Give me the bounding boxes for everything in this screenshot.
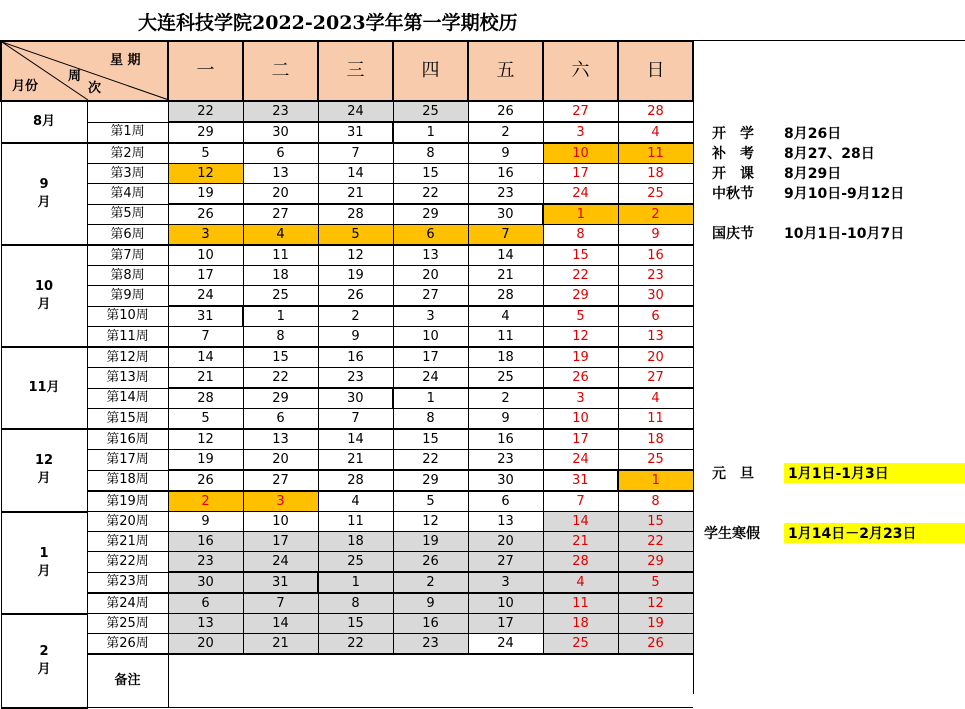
day-cell: 26	[543, 368, 618, 389]
day-cell: 29	[393, 470, 468, 491]
calendar-row	[1, 572, 693, 593]
month-label: 10 月	[1, 245, 87, 347]
day-cell: 24	[168, 286, 243, 307]
week-label: 第17周	[87, 450, 168, 471]
calendar-row	[1, 101, 693, 122]
day-cell: 14	[318, 429, 393, 450]
month-label: 1 月	[1, 512, 87, 614]
day-cell: 17	[168, 266, 243, 286]
day-cell: 4	[243, 225, 318, 246]
day-cell: 8	[393, 409, 468, 430]
day-cell: 23	[468, 184, 543, 205]
calendar-row	[1, 470, 693, 491]
day-cell: 16	[393, 614, 468, 634]
note-label: 中秋节	[712, 186, 754, 202]
day-cell: 12	[168, 164, 243, 184]
day-header-tue: 二	[243, 41, 318, 101]
calendar-row	[1, 164, 693, 184]
day-cell: 30	[618, 286, 693, 307]
day-cell: 25	[468, 368, 543, 389]
day-cell: 17	[468, 614, 543, 634]
day-cell: 9	[468, 409, 543, 430]
calendar-row	[1, 225, 693, 246]
note-label: 开 学	[712, 126, 754, 142]
day-cell: 5	[543, 306, 618, 327]
day-cell: 20	[168, 634, 243, 655]
day-cell: 2	[393, 572, 468, 593]
day-header-sun: 日	[618, 41, 693, 101]
day-cell: 17	[393, 347, 468, 368]
week-label: 第20周	[87, 512, 168, 532]
note-value: 1月1日-1月3日	[784, 463, 965, 483]
day-cell: 14	[243, 614, 318, 634]
week-label: 第11周	[87, 327, 168, 348]
day-cell: 4	[318, 491, 393, 512]
month-label: 8月	[1, 101, 87, 143]
day-cell: 26	[468, 101, 543, 122]
day-cell: 27	[243, 470, 318, 491]
note-value: 9月10日-9月12日	[784, 186, 905, 202]
day-cell: 20	[393, 266, 468, 286]
week-label: 第23周	[87, 572, 168, 593]
day-cell: 10	[168, 245, 243, 266]
day-cell: 22	[168, 101, 243, 122]
calendar-row	[1, 204, 693, 225]
day-cell: 18	[543, 614, 618, 634]
day-cell: 7	[318, 143, 393, 164]
calendar-row	[1, 614, 693, 634]
day-cell: 6	[618, 306, 693, 327]
day-cell: 26	[393, 552, 468, 573]
day-cell: 3	[243, 491, 318, 512]
day-cell: 12	[168, 429, 243, 450]
day-cell: 27	[468, 552, 543, 573]
day-cell: 3	[543, 388, 618, 409]
day-cell: 22	[393, 450, 468, 471]
day-cell: 25	[618, 184, 693, 205]
day-cell: 2	[468, 122, 543, 143]
calendar-row	[1, 368, 693, 389]
day-cell: 6	[243, 409, 318, 430]
note-item	[712, 123, 841, 143]
day-cell: 11	[618, 409, 693, 430]
day-cell: 29	[243, 388, 318, 409]
calendar-row	[1, 286, 693, 307]
day-cell: 10	[243, 512, 318, 532]
day-cell: 28	[168, 388, 243, 409]
day-cell: 1	[393, 388, 468, 409]
day-cell: 28	[618, 101, 693, 122]
week-label	[87, 101, 168, 122]
day-cell: 5	[393, 491, 468, 512]
day-cell: 17	[243, 532, 318, 552]
day-cell: 19	[168, 184, 243, 205]
day-cell: 24	[318, 101, 393, 122]
day-cell: 10	[543, 409, 618, 430]
day-cell: 1	[618, 470, 693, 491]
day-cell: 7	[318, 409, 393, 430]
day-cell: 3	[468, 572, 543, 593]
day-cell: 16	[468, 429, 543, 450]
note-item	[712, 463, 965, 483]
corner-ci-label: 次	[88, 81, 102, 96]
day-cell: 12	[618, 593, 693, 614]
day-cell: 15	[393, 429, 468, 450]
week-label: 第19周	[87, 491, 168, 512]
note-label: 学生寒假	[704, 526, 760, 542]
day-cell: 4	[468, 306, 543, 327]
day-cell: 12	[393, 512, 468, 532]
day-cell: 13	[243, 429, 318, 450]
day-cell: 19	[393, 532, 468, 552]
week-label: 第15周	[87, 409, 168, 430]
day-cell: 19	[168, 450, 243, 471]
day-cell: 23	[243, 101, 318, 122]
day-cell: 6	[243, 143, 318, 164]
day-cell: 31	[168, 306, 243, 327]
month-label: 2 月	[1, 614, 87, 708]
calendar-row	[1, 245, 693, 266]
day-cell: 30	[243, 122, 318, 143]
corner-week-label: 周	[68, 69, 82, 84]
day-cell: 29	[543, 286, 618, 307]
day-cell: 4	[618, 388, 693, 409]
day-cell: 4	[543, 572, 618, 593]
day-cell: 23	[468, 450, 543, 471]
day-cell: 7	[468, 225, 543, 246]
day-cell: 22	[393, 184, 468, 205]
day-cell: 1	[243, 306, 318, 327]
day-cell: 13	[468, 512, 543, 532]
calendar-row	[1, 634, 693, 655]
day-header-wed: 三	[318, 41, 393, 101]
day-cell: 8	[318, 593, 393, 614]
day-cell: 23	[168, 552, 243, 573]
day-cell: 29	[618, 552, 693, 573]
week-label: 第24周	[87, 593, 168, 614]
day-cell: 30	[168, 572, 243, 593]
week-label: 第3周	[87, 164, 168, 184]
day-cell: 19	[543, 347, 618, 368]
calendar-row	[1, 512, 693, 532]
day-cell: 18	[618, 429, 693, 450]
day-cell: 25	[618, 450, 693, 471]
day-cell: 6	[168, 593, 243, 614]
day-cell: 13	[393, 245, 468, 266]
note-item	[712, 163, 841, 183]
week-label: 第12周	[87, 347, 168, 368]
day-cell: 11	[318, 512, 393, 532]
day-cell: 25	[243, 286, 318, 307]
day-cell: 30	[318, 388, 393, 409]
day-cell: 4	[618, 122, 693, 143]
day-cell: 31	[243, 572, 318, 593]
day-cell: 28	[318, 470, 393, 491]
day-cell: 16	[168, 532, 243, 552]
day-cell: 31	[318, 122, 393, 143]
day-cell: 30	[468, 470, 543, 491]
day-cell: 3	[168, 225, 243, 246]
day-cell: 13	[243, 164, 318, 184]
calendar-row	[1, 347, 693, 368]
note-value: 10月1日-10月7日	[784, 226, 905, 242]
day-cell: 21	[468, 266, 543, 286]
day-cell: 6	[393, 225, 468, 246]
day-cell: 20	[468, 532, 543, 552]
day-header-mon: 一	[168, 41, 243, 101]
day-cell: 3	[543, 122, 618, 143]
day-cell: 14	[168, 347, 243, 368]
day-cell: 21	[318, 184, 393, 205]
note-label: 元 旦	[712, 466, 754, 482]
calendar-row	[1, 327, 693, 348]
week-label: 第21周	[87, 532, 168, 552]
day-cell: 27	[618, 368, 693, 389]
corner-weekday-label: 星 期	[110, 53, 141, 68]
note-value: 1月14日－2月23日	[784, 523, 965, 543]
day-cell: 25	[543, 634, 618, 655]
remarks-label: 备注	[87, 654, 168, 708]
calendar-table	[0, 40, 694, 709]
week-label: 第18周	[87, 470, 168, 491]
day-cell: 18	[468, 347, 543, 368]
calendar-row	[1, 388, 693, 409]
day-header-thu: 四	[393, 41, 468, 101]
week-label: 第5周	[87, 204, 168, 225]
note-item	[704, 523, 965, 543]
day-cell: 29	[168, 122, 243, 143]
day-cell: 13	[618, 327, 693, 348]
day-cell: 28	[543, 552, 618, 573]
day-cell: 10	[543, 143, 618, 164]
day-cell: 14	[468, 245, 543, 266]
calendar-row	[1, 143, 693, 164]
day-cell: 27	[243, 204, 318, 225]
day-cell: 5	[318, 225, 393, 246]
day-cell: 1	[318, 572, 393, 593]
month-label: 11月	[1, 347, 87, 429]
day-cell: 2	[468, 388, 543, 409]
day-cell: 29	[393, 204, 468, 225]
week-label: 第14周	[87, 388, 168, 409]
day-cell: 24	[243, 552, 318, 573]
day-cell: 15	[618, 512, 693, 532]
day-cell: 26	[318, 286, 393, 307]
day-cell: 6	[468, 491, 543, 512]
week-label: 第4周	[87, 184, 168, 205]
note-value: 8月29日	[784, 166, 842, 182]
week-label: 第25周	[87, 614, 168, 634]
day-cell: 9	[168, 512, 243, 532]
day-cell: 28	[468, 286, 543, 307]
day-header-sat: 六	[543, 41, 618, 101]
week-label: 第2周	[87, 143, 168, 164]
day-cell: 24	[543, 184, 618, 205]
header-corner	[1, 41, 168, 101]
note-value: 8月26日	[784, 126, 842, 142]
day-cell: 20	[243, 450, 318, 471]
day-cell: 23	[393, 634, 468, 655]
day-cell: 10	[468, 593, 543, 614]
day-cell: 27	[393, 286, 468, 307]
note-label: 开 课	[712, 166, 754, 182]
calendar-row	[1, 266, 693, 286]
calendar-row	[1, 306, 693, 327]
day-cell: 12	[543, 327, 618, 348]
week-label: 第22周	[87, 552, 168, 573]
day-cell: 11	[543, 593, 618, 614]
week-label: 第10周	[87, 306, 168, 327]
day-cell: 7	[243, 593, 318, 614]
day-cell: 9	[468, 143, 543, 164]
day-cell: 19	[618, 614, 693, 634]
page-title: 大连科技学院2022-2023学年第一学期校历	[138, 12, 518, 34]
day-cell: 8	[543, 225, 618, 246]
day-cell: 11	[243, 245, 318, 266]
day-cell: 24	[543, 450, 618, 471]
note-label: 国庆节	[712, 226, 754, 242]
day-cell: 20	[243, 184, 318, 205]
corner-month-label: 月份	[12, 79, 39, 94]
day-cell: 27	[543, 101, 618, 122]
day-cell: 18	[618, 164, 693, 184]
day-cell: 12	[318, 245, 393, 266]
day-cell: 28	[318, 204, 393, 225]
day-cell: 25	[393, 101, 468, 122]
day-cell: 16	[318, 347, 393, 368]
day-cell: 21	[543, 532, 618, 552]
week-label: 第8周	[87, 266, 168, 286]
remarks-row	[1, 654, 693, 708]
day-cell: 15	[393, 164, 468, 184]
day-cell: 11	[468, 327, 543, 348]
note-item	[712, 183, 904, 203]
day-cell: 24	[393, 368, 468, 389]
calendar-row	[1, 552, 693, 573]
day-cell: 21	[318, 450, 393, 471]
calendar-row	[1, 184, 693, 205]
day-cell: 10	[393, 327, 468, 348]
day-cell: 18	[243, 266, 318, 286]
day-header-fri: 五	[468, 41, 543, 101]
day-cell: 22	[543, 266, 618, 286]
day-cell: 22	[618, 532, 693, 552]
day-cell: 18	[318, 532, 393, 552]
day-cell: 22	[318, 634, 393, 655]
week-label: 第1周	[87, 122, 168, 143]
day-cell: 8	[243, 327, 318, 348]
day-cell: 14	[318, 164, 393, 184]
day-cell: 25	[318, 552, 393, 573]
day-cell: 5	[168, 143, 243, 164]
day-cell: 2	[618, 204, 693, 225]
calendar-row	[1, 429, 693, 450]
day-cell: 19	[318, 266, 393, 286]
calendar-row	[1, 491, 693, 512]
remarks-content	[168, 654, 693, 708]
calendar-row	[1, 593, 693, 614]
day-cell: 5	[618, 572, 693, 593]
day-cell: 2	[168, 491, 243, 512]
week-label: 第9周	[87, 286, 168, 307]
day-cell: 14	[543, 512, 618, 532]
day-cell: 23	[618, 266, 693, 286]
month-label: 12 月	[1, 429, 87, 512]
day-cell: 11	[618, 143, 693, 164]
day-cell: 31	[543, 470, 618, 491]
day-cell: 20	[618, 347, 693, 368]
week-label: 第6周	[87, 225, 168, 246]
note-value: 8月27、28日	[784, 146, 875, 162]
day-cell: 7	[168, 327, 243, 348]
day-cell: 24	[468, 634, 543, 655]
calendar-row	[1, 450, 693, 471]
calendar-row	[1, 122, 693, 143]
day-cell: 16	[468, 164, 543, 184]
week-label: 第7周	[87, 245, 168, 266]
day-cell: 8	[393, 143, 468, 164]
day-cell: 8	[618, 491, 693, 512]
day-cell: 9	[618, 225, 693, 246]
day-cell: 3	[393, 306, 468, 327]
day-cell: 2	[318, 306, 393, 327]
note-label: 补 考	[712, 146, 754, 162]
calendar-row	[1, 409, 693, 430]
day-cell: 16	[618, 245, 693, 266]
day-cell: 9	[393, 593, 468, 614]
day-cell: 26	[168, 470, 243, 491]
day-cell: 5	[168, 409, 243, 430]
day-cell: 1	[393, 122, 468, 143]
note-item	[712, 143, 875, 163]
day-cell: 21	[243, 634, 318, 655]
week-label: 第26周	[87, 634, 168, 655]
day-cell: 7	[543, 491, 618, 512]
day-cell: 23	[318, 368, 393, 389]
day-cell: 26	[618, 634, 693, 655]
day-cell: 9	[318, 327, 393, 348]
note-item	[712, 223, 904, 243]
day-cell: 13	[168, 614, 243, 634]
day-cell: 22	[243, 368, 318, 389]
notes-panel	[693, 40, 965, 694]
day-cell: 17	[543, 164, 618, 184]
day-cell: 15	[318, 614, 393, 634]
day-cell: 26	[168, 204, 243, 225]
month-label: 9 月	[1, 143, 87, 245]
day-cell: 21	[168, 368, 243, 389]
week-label: 第13周	[87, 368, 168, 389]
day-cell: 30	[468, 204, 543, 225]
calendar-row	[1, 532, 693, 552]
day-cell: 15	[543, 245, 618, 266]
day-cell: 1	[543, 204, 618, 225]
day-cell: 17	[543, 429, 618, 450]
week-label: 第16周	[87, 429, 168, 450]
day-cell: 15	[243, 347, 318, 368]
